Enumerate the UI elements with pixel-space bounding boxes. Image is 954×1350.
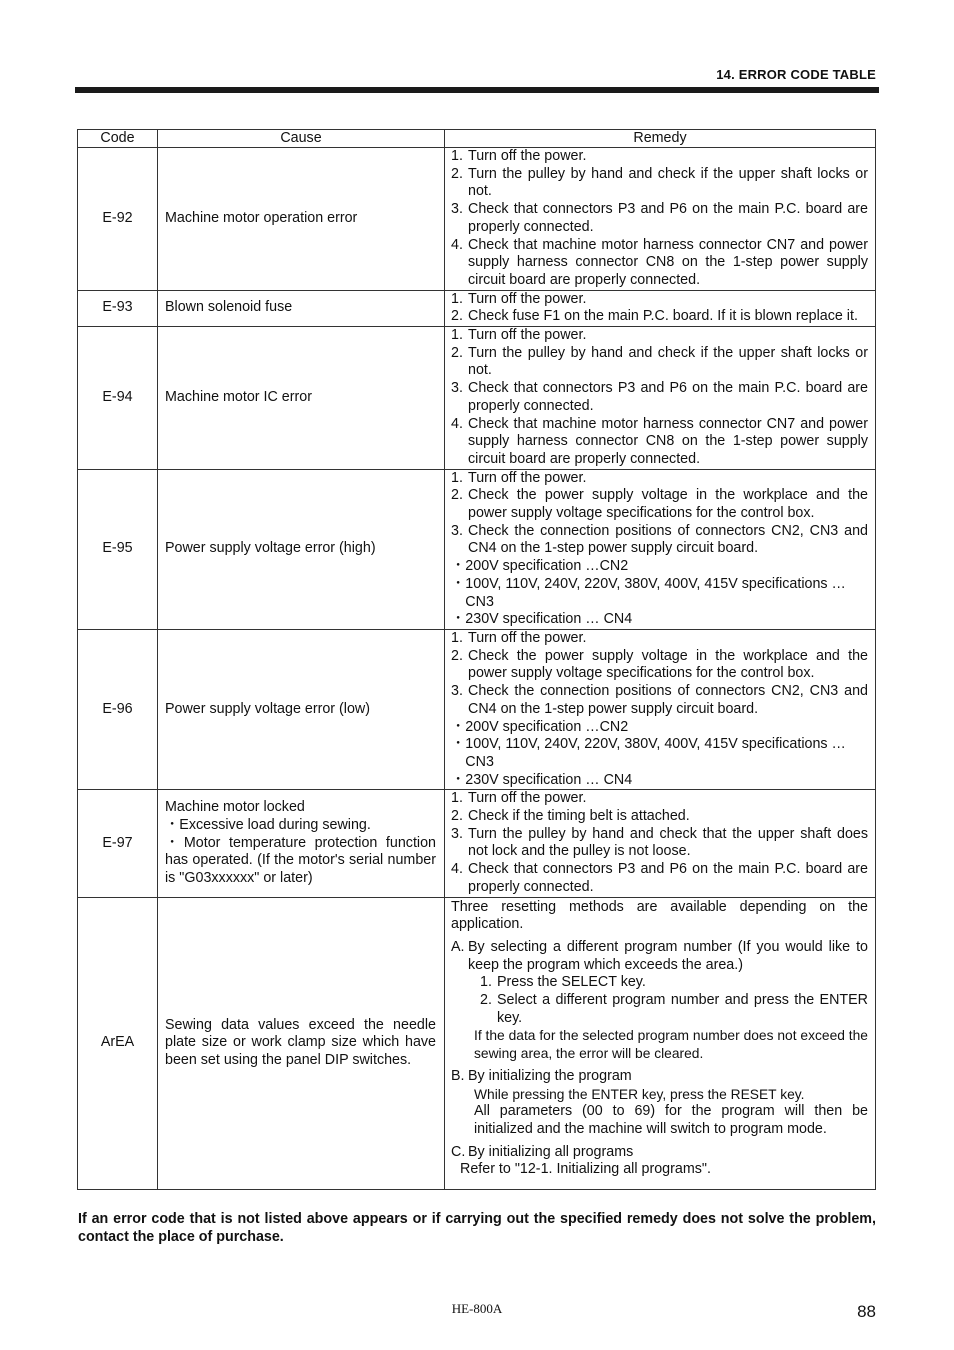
remedy-step: 1. Turn off the power. xyxy=(451,148,587,164)
error-code-table xyxy=(77,129,876,1190)
error-cause: Sewing data values exceed the needle plate size or work clamp size which have been set using the panel DIP switches. xyxy=(158,897,445,1190)
error-code: E-92 xyxy=(78,148,158,291)
table-row xyxy=(78,469,876,629)
cause-bullet: ・ Excessive load during sewing. xyxy=(165,816,371,833)
column-header-code: Code xyxy=(78,130,158,148)
section-title: 14. ERROR CODE TABLE xyxy=(716,67,876,82)
error-code: E-94 xyxy=(78,327,158,470)
error-cause xyxy=(158,790,445,897)
header-rule xyxy=(75,87,879,93)
method-c-reference: Refer to "12-1. Initializing all programs". xyxy=(460,1161,711,1178)
error-remedy xyxy=(445,327,876,470)
method-title: By initializing the program xyxy=(468,1067,632,1084)
table-row xyxy=(78,897,876,1190)
column-header-cause: Cause xyxy=(158,130,445,148)
remedy-step: 3. Check that connectors P3 and P6 on the main P.C. board are properly connected. xyxy=(451,380,868,414)
error-cause: Power supply voltage error (high) xyxy=(158,469,445,629)
remedy-step: 2. Check the power supply voltage in the workplace and the power supply voltage specifications for the control box. xyxy=(451,647,868,682)
table-row xyxy=(78,629,876,789)
remedy-step: 2. Check if the timing belt is attached. xyxy=(451,808,690,825)
table-row xyxy=(78,790,876,897)
error-code: E-93 xyxy=(78,290,158,326)
remedy-method-a: A. By selecting a different program number (If you would like to keep the program which exceeds the area.) xyxy=(451,938,868,973)
cause-title: Machine motor locked xyxy=(165,799,305,816)
table-row xyxy=(78,148,876,291)
remedy-method-b: B. By initializing the program xyxy=(451,1068,868,1086)
error-remedy xyxy=(445,469,876,629)
error-remedy xyxy=(445,629,876,789)
method-a-steps xyxy=(451,974,868,1027)
spec-bullet: ・ 230V specification … CN4 xyxy=(451,611,633,628)
table-row xyxy=(78,327,876,470)
table-header-row xyxy=(78,130,876,148)
error-code: E-95 xyxy=(78,469,158,629)
method-b-line: While pressing the ENTER key, press the RESET key. xyxy=(474,1086,805,1102)
cause-bullet: ・Motor temperature protection function has operated. (If the motor's serial number is "G03xxxxxx" or later) xyxy=(165,834,437,886)
error-remedy xyxy=(445,897,876,1190)
remedy-step: 4. Check that machine motor harness connector CN7 and power supply harness connector CN8 on the 1-step power supply circuit board are properly connected. xyxy=(451,415,868,467)
method-a-note: If the data for the selected program number does not exceed the sewing area, the error will be cleared. xyxy=(474,1028,868,1062)
contact-note: If an error code that is not listed above appears or if carrying out the specified remedy does not solve the problem, contact the place of purchase. xyxy=(78,1211,876,1245)
remedy-step: 3. Check the connection positions of connectors CN2, CN3 and CN4 on the 1-step power supply circuit board. xyxy=(451,522,868,557)
remedy-step: 2. Select a different program number and press the ENTER key. xyxy=(480,992,868,1026)
remedy-intro: Three resetting methods are available depending on the application. xyxy=(451,898,868,933)
error-cause: Machine motor operation error xyxy=(158,148,445,291)
remedy-step: 4. Check that machine motor harness connector CN7 and power supply harness connector CN8 on the 1-step power supply circuit board are properly connected. xyxy=(451,236,868,288)
spec-bullet: ・ 230V specification … CN4 xyxy=(451,771,633,788)
error-code: ArEA xyxy=(78,897,158,1190)
error-remedy xyxy=(445,148,876,291)
method-title: By initializing all programs xyxy=(468,1143,634,1160)
error-cause: Machine motor IC error xyxy=(158,327,445,470)
remedy-step: 4. Check that connectors P3 and P6 on the main P.C. board are properly connected. xyxy=(451,861,868,895)
spec-bullet: ・ 200V specification …CN2 xyxy=(451,718,629,735)
remedy-step: 3. Check that connectors P3 and P6 on the main P.C. board are properly connected. xyxy=(451,201,868,235)
error-code: E-97 xyxy=(78,790,158,897)
remedy-step: 2. Check the power supply voltage in the workplace and the power supply voltage specifications for the control box. xyxy=(451,487,868,522)
remedy-step: 2. Check fuse F1 on the main P.C. board. If it is blown replace it. xyxy=(451,308,858,325)
remedy-step: 1. Turn off the power. xyxy=(451,790,587,807)
error-remedy xyxy=(445,290,876,326)
remedy-step: 1. Turn off the power. xyxy=(451,469,587,486)
remedy-step: 2. Turn the pulley by hand and check if the upper shaft locks or not. xyxy=(451,344,868,379)
remedy-method-c: C. By initializing all programs xyxy=(451,1144,868,1162)
table-row xyxy=(78,290,876,326)
spec-bullet: ・ 100V, 110V, 240V, 220V, 380V, 400V, 415V specifications … CN3 xyxy=(451,575,846,610)
remedy-step: 1. Press the SELECT key. xyxy=(480,974,646,991)
remedy-step: 1. Turn off the power. xyxy=(451,290,587,307)
spec-bullet: ・ 100V, 110V, 240V, 220V, 380V, 400V, 415V specifications … CN3 xyxy=(451,736,846,770)
remedy-step: 3. Turn the pulley by hand and check that the upper shaft does not lock and the pulley is not loose. xyxy=(451,825,868,860)
remedy-step: 1. Turn off the power. xyxy=(451,629,587,646)
column-header-remedy: Remedy xyxy=(445,130,876,148)
remedy-step: 3. Check the connection positions of connectors CN2, CN3 and CN4 on the 1-step power supply circuit board. xyxy=(451,683,868,717)
remedy-step: 2. Turn the pulley by hand and check if the upper shaft locks or not. xyxy=(451,165,868,200)
error-code: E-96 xyxy=(78,629,158,789)
remedy-step: 1. Turn off the power. xyxy=(451,327,587,344)
error-cause: Blown solenoid fuse xyxy=(158,290,445,326)
page-number: 88 xyxy=(857,1302,876,1321)
error-remedy xyxy=(445,790,876,897)
error-cause: Power supply voltage error (low) xyxy=(158,629,445,789)
model-name: HE-800A xyxy=(451,1301,503,1316)
method-title: By selecting a different program number (If you would like to keep the program which exceeds the area.) xyxy=(468,938,868,973)
spec-bullet: ・ 200V specification …CN2 xyxy=(451,558,629,575)
method-b-line: All parameters (00 to 69) for the program will then be initialized and the machine will switch to program mode. xyxy=(474,1103,868,1137)
